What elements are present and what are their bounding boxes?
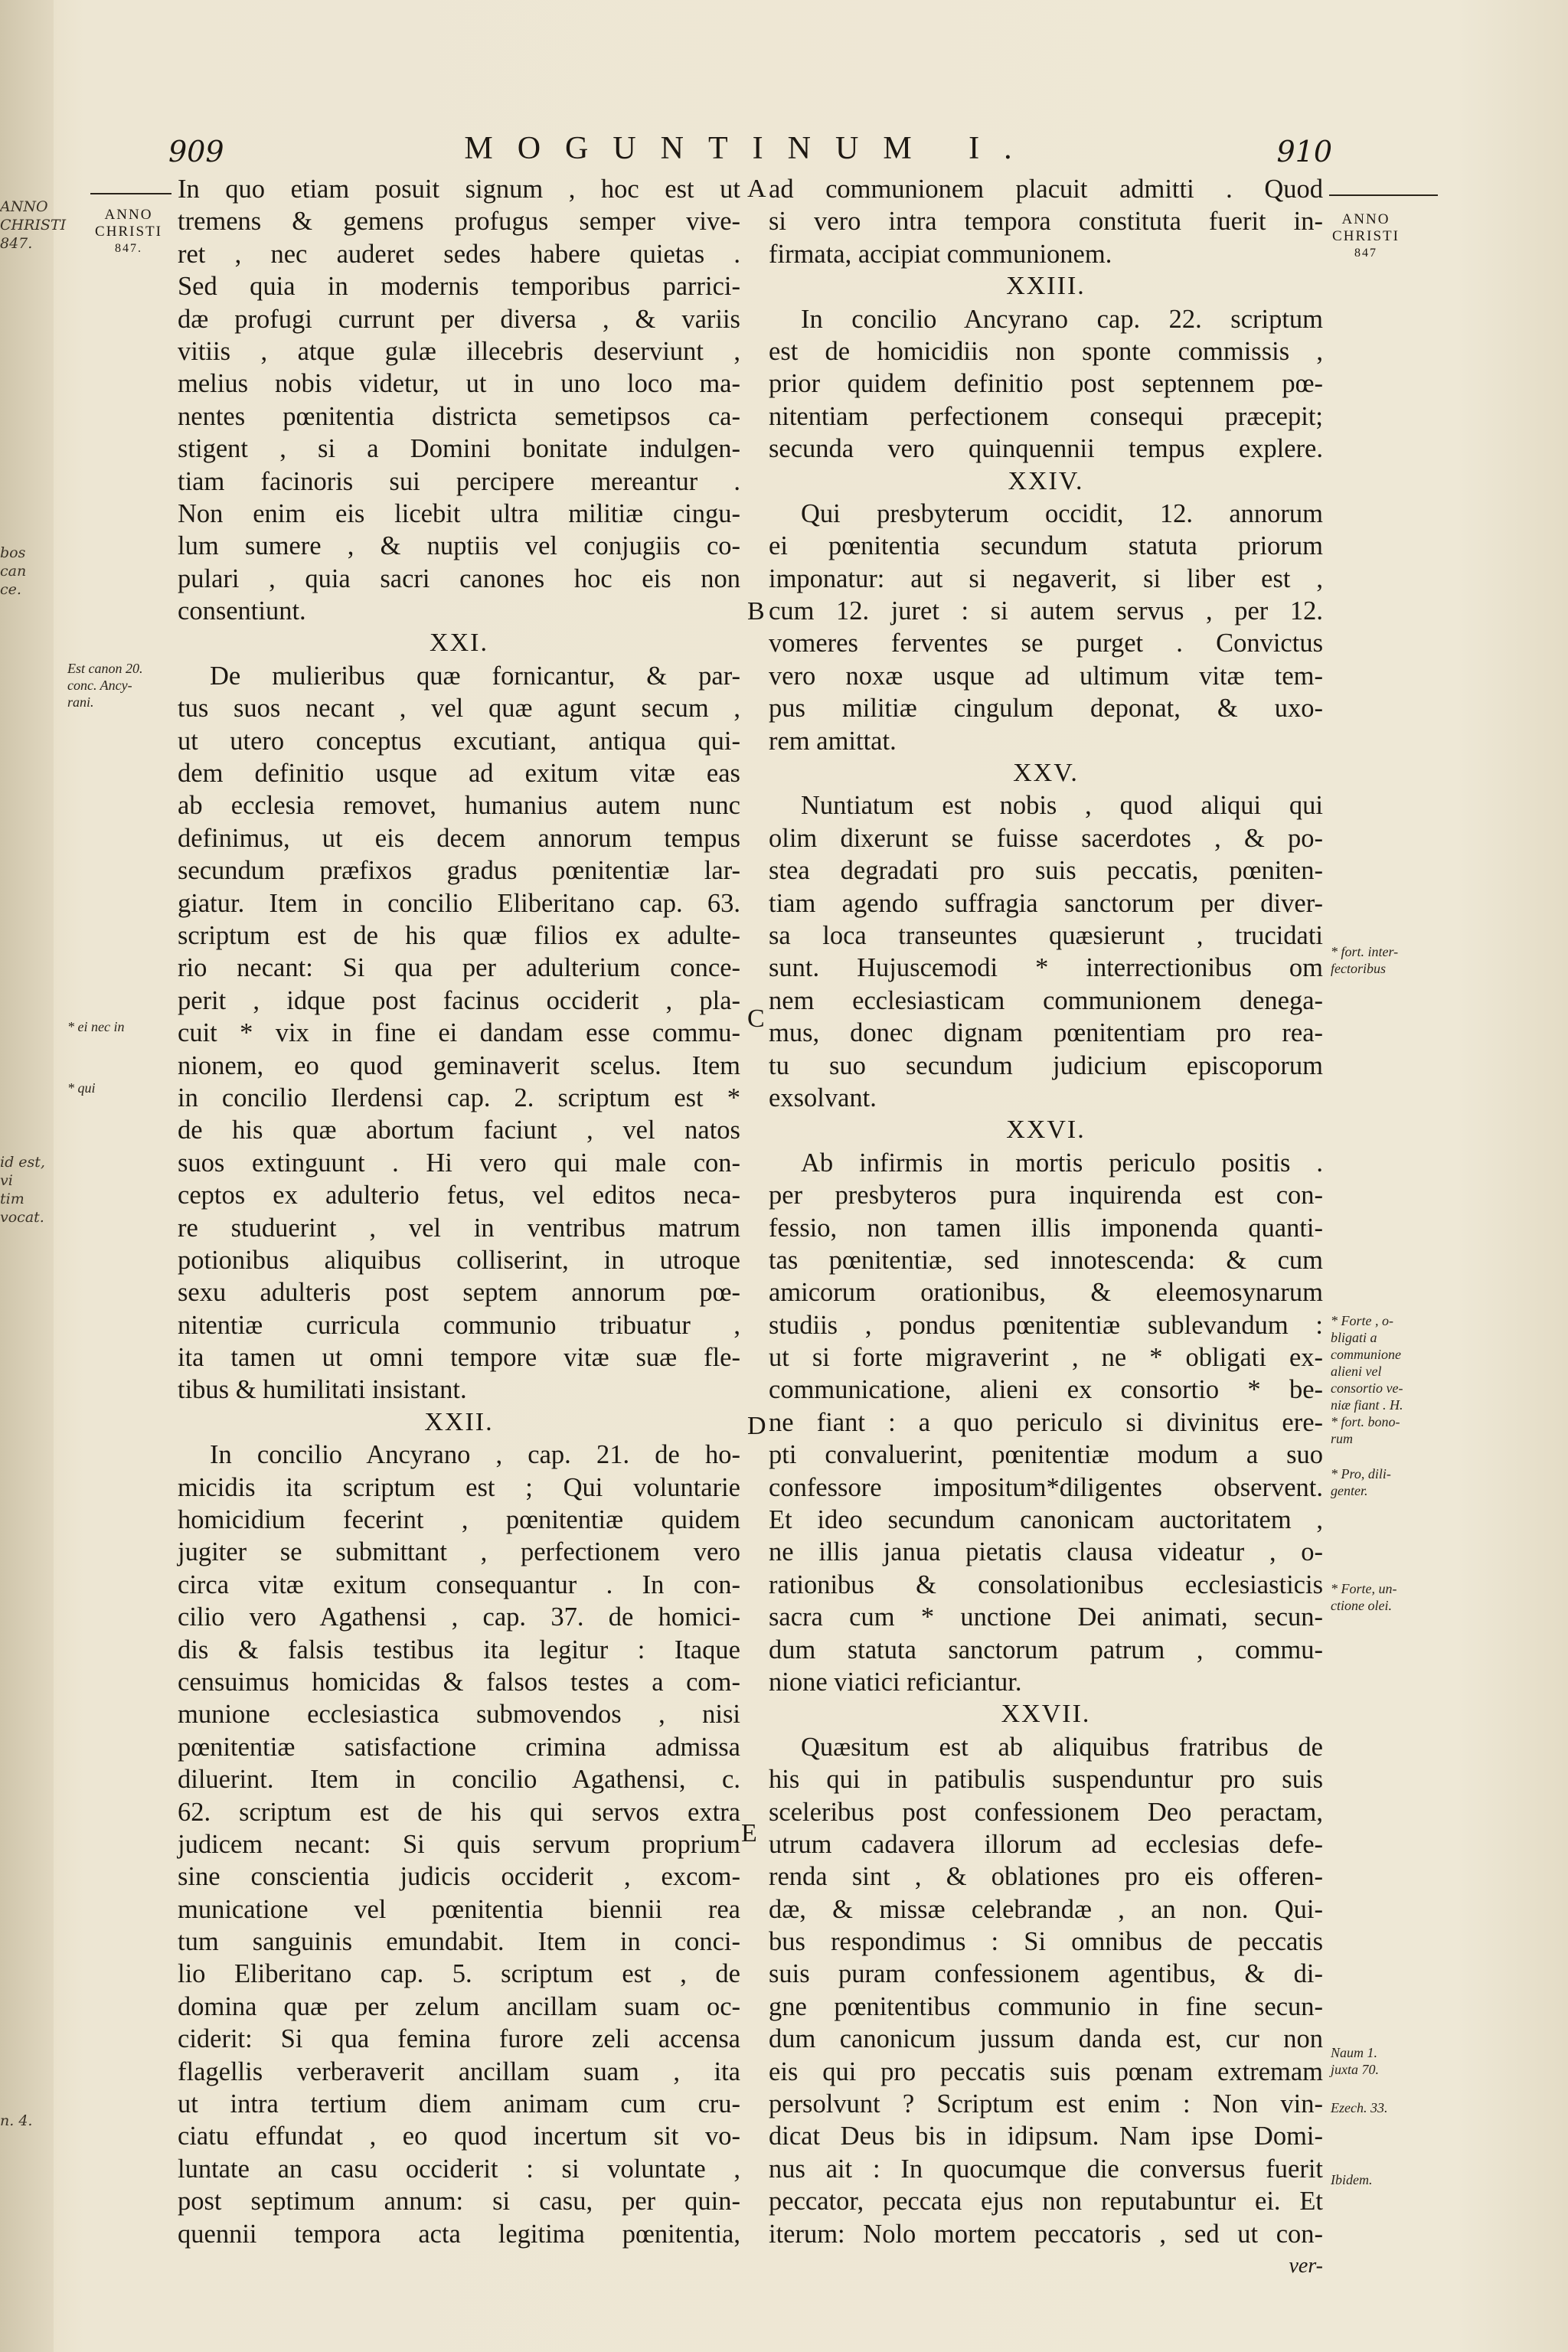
text-line: vomeres ferventes se purget . Convictus [769,629,1323,658]
text-line: rem amittat. [769,726,897,756]
text-line: nitentiæ curricula communio tribuatur , [178,1310,740,1340]
marginal-note-line: rani. [67,694,94,710]
text-line: scriptum est de his quæ filios ex adulte- [178,920,740,950]
page-number-right: 910 [1276,135,1332,168]
marginal-note-line: * fort. inter- [1331,944,1399,959]
text-line: sa loca transeuntes quæsierunt , trucidati [769,920,1323,950]
text-line: imponatur: aut si negaverit, si liber est , [769,564,1323,593]
text-line: Et ideo secundum canonicam auctoritatem , [769,1505,1323,1535]
christi-label: CHRISTI [95,224,162,240]
text-line: dicat Deus bis in idipsum. Nam ipse Domi- [769,2122,1323,2151]
anno-label: ANNO [1341,211,1390,227]
text-line: ita tamen ut omni tempore vitæ suæ fle- [178,1343,740,1373]
marginal-note-line: Ezech. 33. [1331,2100,1388,2115]
text-line: mus, donec dignam pœnitentiam pro rea- [769,1018,1323,1048]
text-line: secundum præfixos gradus pœnitentiæ lar- [178,856,740,886]
text-line: suos extinguunt . Hi vero qui male con- [178,1148,740,1178]
text-line: In concilio Ancyrano cap. 22. scriptum [801,304,1323,334]
year-label: 847. [115,242,142,255]
text-line: pœnitentiæ satisfactione crimina admissa [178,1732,740,1762]
text-line: melius nobis videtur, ut in uno loco ma- [178,369,740,399]
text-line: Non enim eis licebit ultra militiæ cingu- [178,498,740,528]
text-line: ceptos ex adulterio fetus, vel editos neca- [178,1181,740,1210]
text-line: 62. scriptum est de his qui servos extra [178,1797,740,1827]
text-line: nem ecclesiasticam communionem denega- [769,985,1323,1015]
text-line: exsolvant. [769,1083,877,1112]
text-line: amicorum orationibus, & eleemosynarum [769,1278,1323,1308]
text-line: dæ profugi currunt per diversa , & variis [178,304,740,334]
text-line: nus ait : In quocumque die conversus fuerit [769,2154,1323,2184]
text-line: in concilio Ilerdensi cap. 2. scriptum est * [178,1083,740,1112]
text-line: Qui presbyterum occidit, 12. annorum [801,498,1323,528]
marginal-note [1331,2044,1453,2078]
text-line: stigent , si a Domini bonitate indulgen- [178,434,740,464]
marginal-note-line: * qui [67,1080,96,1096]
text-line: In quo etiam posuit signum , hoc est ut [178,175,740,204]
text-line: sunt. Hujuscemodi * interrectionibus om [769,953,1323,983]
section-heading: XXI. [430,629,488,658]
marginal-note-line: juxta 70. [1331,2062,1379,2077]
previous-page-note [0,1153,52,1227]
text-line: rationibus & consolationibus ecclesiasticis [769,1570,1323,1599]
text-line: ret , nec auderet sedes habere quietas . [178,239,740,269]
text-line: ut intra tertium diem animam cum cru- [178,2089,740,2119]
section-heading: XXV. [1013,759,1079,788]
text-line: ver- [1289,2254,1323,2278]
margin-letter-a: A [747,175,766,203]
text-line: suis puram confessionem agentibus, & di- [769,1959,1323,1989]
text-line: confessore impositum*diligentes observent. [769,1472,1323,1502]
text-line: cuit * vix in fine ei dandam esse commu- [178,1018,740,1048]
margin-letter-c: C [747,1004,765,1033]
text-line: perit , idque post facinus occiderit , pla- [178,985,740,1015]
text-line: Quæsitum est ab aliquibus fratribus de [801,1732,1323,1762]
margin-letter-e: E [741,1819,757,1847]
section-heading: XXIV. [1008,466,1084,495]
marginal-note-line: niæ fiant . H. [1331,1397,1403,1413]
page-number-left: 909 [168,135,224,168]
marginal-note [1331,1312,1453,1413]
marginal-note-line: communione [1331,1347,1401,1362]
text-line: persolvunt ? Scriptum est enim : Non vin- [769,2089,1323,2119]
text-line: homicidium fecerint , pœnitentiæ quidem [178,1505,740,1535]
christi-label: CHRISTI [1332,228,1400,244]
marginal-note [1331,1413,1453,1447]
text-line: lio Eliberitano cap. 5. scriptum est , de [178,1959,740,1989]
text-line: ut si forte migraverint , ne * obligati ex- [769,1343,1323,1373]
text-line: his qui in patibulis suspenduntur pro suis [769,1765,1323,1795]
text-line: firmata, accipiat communionem. [769,239,1112,269]
previous-page-note [0,2112,52,2130]
marginal-note [1331,1465,1453,1499]
text-line: sceleribus post confessionem Deo peractam, [769,1797,1323,1827]
text-line: dum canonicum jussum danda est, cur non [769,2024,1323,2054]
text-line: tremens & gemens profugus semper vive- [178,207,740,237]
previous-page-note-line: tim vocat. [0,1191,44,1226]
margin-rule-left [90,193,172,194]
text-line: nentes pœnitentia districta semetipsos ca- [178,401,740,431]
text-line: olim dixerunt se fuisse sacerdotes , & po- [769,823,1323,853]
text-line: cum 12. juret : si autem servus , per 12. [769,596,1323,626]
marginal-note-line: bligati a [1331,1330,1377,1345]
text-line: tu suo secundum judicium episcoporum [769,1050,1323,1080]
text-line: potionibus aliquibus colliserint, in utroque [178,1245,740,1275]
text-line: circa vitæ exitum consequantur . In con- [178,1570,740,1599]
text-line: sexu adulteris post septem annorum pœ- [178,1278,740,1308]
text-line: eis qui pro peccatis suis pœnam extremam [769,2056,1323,2086]
previous-page-note-line: bos can [0,544,27,580]
text-line: ut utero conceptus excutiant, antiqua qui- [178,726,740,756]
text-line: vitiis , atque gulæ illecebris deserviunt , [178,336,740,366]
text-line: studiis , pondus pœnitentiæ sublevandum : [769,1310,1323,1340]
text-line: dem definitio usque ad exitum vitæ eas [178,759,740,789]
anno-christi-right [1320,211,1412,262]
marginal-note-line: genter. [1331,1483,1368,1498]
text-line: munione ecclesiastica submovendos , nisi [178,1700,740,1730]
text-line: ciatu effundat , eo quod incertum sit vo- [178,2122,740,2151]
text-line: sine conscientia judicis occiderit , excom- [178,1862,740,1892]
text-line: gne pœnitentibus communio in fine secun- [769,1991,1323,2021]
marginal-note-line: Naum 1. [1331,2045,1378,2060]
marginal-note-line: * fort. bono- [1331,1414,1400,1429]
text-line: Sed quia in modernis temporibus parrici- [178,272,740,302]
text-line: dum statuta sanctorum patrum , commu- [769,1635,1323,1664]
previous-page-note-line: ANNO [0,198,48,215]
marginal-note-line: consortio ve- [1331,1380,1403,1396]
text-column-right [769,173,1323,2282]
text-line: consentiunt. [178,596,306,626]
text-line: prior quidem definitio post septennem pœ- [769,369,1323,399]
margin-letter-b: B [747,597,765,626]
text-line: nione viatici reficiantur. [769,1667,1022,1697]
text-line: re studuerint , vel in ventribus matrum [178,1213,740,1243]
text-line: tibus & humilitati insistant. [178,1375,467,1405]
section-heading: XXII. [424,1407,494,1436]
text-line: ab ecclesia removet, humanius autem nunc [178,791,740,821]
text-line: ei pœnitentia secundum statuta priorum [769,531,1323,561]
text-line: tiam facinoris sui percipere mereantur . [178,466,740,496]
text-line: tus suos necant , vel quæ agunt secum , [178,694,740,724]
marginal-note [1331,2171,1453,2188]
text-line: de his quæ abortum faciunt , vel natos [178,1116,740,1145]
text-line: peccator, peccata ejus non reputabuntur ei. Et [769,2187,1323,2216]
text-line: nionem, eo quod geminaverit scelus. Item [178,1050,740,1080]
previous-page-note-line: 847. [0,235,33,252]
text-line: flagellis verberaverit ancillam suam , ita [178,2056,740,2086]
section-heading: XXVII. [1001,1700,1091,1729]
year-label: 847 [1354,247,1377,260]
marginal-note [67,660,175,710]
text-line: pus militiæ cingulum deponat, & uxo- [769,694,1323,724]
text-line: ne fiant : a quo periculo si divinitus ere- [769,1407,1323,1437]
text-line: per presbyteros pura inquirenda est con- [769,1181,1323,1210]
marginal-note-line: rum [1331,1431,1354,1446]
anno-christi-left [83,207,175,257]
text-line: definimus, ut eis decem annorum tempus [178,823,740,853]
text-line: secunda vero quinquennii tempus explere. [769,434,1323,464]
marginal-note-line: * ei nec in [67,1019,125,1034]
text-line: tum sanguinis emundabit. Item in conci- [178,1927,740,1957]
text-line: sacra cum * unctione Dei animati, secun- [769,1602,1323,1632]
marginal-note-line: fectoribus [1331,961,1386,976]
text-line: dæ, & missæ celebrandæ , an non. Qui- [769,1894,1323,1924]
text-line: lum sumere , & nuptiis vel conjugiis co- [178,531,740,561]
text-line: municatione vel pœnitentia biennii rea [178,1894,740,1924]
previous-page-note [0,198,67,253]
text-line: In concilio Ancyrano , cap. 21. de ho- [210,1440,740,1470]
running-title: MOGUNTINUM I. [464,131,1037,166]
marginal-note-line: * Forte, un- [1331,1581,1397,1596]
marginal-note [67,1018,175,1035]
text-line: pti convaluerint, pœnitentiæ modum a suo [769,1440,1323,1470]
marginal-note-line: Est canon 20. [67,661,143,676]
marginal-note [1331,1580,1453,1614]
text-line: fessio, non tamen illis imponenda quanti- [769,1213,1323,1243]
marginal-note-line: conc. Ancy- [67,678,132,693]
text-line: rio necant: Si qua per adulterium conce- [178,953,740,983]
text-line: renda sint , & oblationes pro eis offeren- [769,1862,1323,1892]
text-line: tas pœnitentiæ, sed innotescenda: & cum [769,1245,1323,1275]
text-line: bus respondimus : Si omnibus de peccatis [769,1927,1323,1957]
previous-page-note-line: n. 4. [0,2112,33,2129]
text-line: stea degradati pro suis peccatis, pœniten- [769,856,1323,886]
text-line: ad communionem placuit admitti . Quod [769,175,1323,204]
text-line: dis & falsis testibus ita legitur : Itaque [178,1635,740,1664]
text-line: giatur. Item in concilio Eliberitano cap. 63. [178,888,740,918]
text-line: iterum: Nolo mortem peccatoris , sed ut con- [769,2219,1323,2249]
text-line: micidis ita scriptum est ; Qui voluntarie [178,1472,740,1502]
text-column-left [178,173,740,2250]
marginal-note-line: alieni vel [1331,1364,1382,1379]
text-line: nitentiam perfectionem consequi præcepit; [769,401,1323,431]
text-line: communicatione, alieni ex consortio * be- [769,1375,1323,1405]
text-line: pulari , quia sacri canones hoc eis non [178,564,740,593]
marginal-note [1331,943,1453,977]
previous-page-note [0,544,52,599]
section-heading: XXIII. [1006,272,1086,301]
text-line: tiam agendo suffragia sanctorum per diver- [769,888,1323,918]
marginal-note-line: * Forte , o- [1331,1313,1393,1328]
text-line: ciderit: Si qua femina furore zeli accensa [178,2024,740,2054]
text-line: judicem necant: Si quis servum proprium [178,1829,740,1859]
marginal-note-line: Ibidem. [1331,2172,1373,2187]
text-line: quennii tempora acta legitima pœnitentia, [178,2219,740,2249]
text-line: post septimum annum: si casu, per quin- [178,2187,740,2216]
text-line: ne illis janua pietatis clausa videatur , o- [769,1537,1323,1567]
text-line: vero noxæ usque ad ultimum vitæ tem- [769,661,1323,691]
text-line: censuimus homicidas & falsos testes a com- [178,1667,740,1697]
marginal-note [1331,2099,1453,2116]
marginal-note [67,1080,175,1096]
text-line: jugiter se submittant , perfectionem vero [178,1537,740,1567]
previous-page-note-line: ce. [0,581,21,598]
text-line: luntate an casu occiderit : si voluntate , [178,2154,740,2184]
previous-page-note-line: id est, vi [0,1154,45,1189]
text-line: utrum cadavera illorum ad ecclesias defe- [769,1829,1323,1859]
text-line: Ab infirmis in mortis periculo positis . [801,1148,1323,1178]
marginal-note-line: * Pro, dili- [1331,1466,1391,1481]
section-heading: XXVI. [1006,1116,1086,1145]
text-line: domina quæ per zelum ancillam suam oc- [178,1991,740,2021]
margin-rule-right [1329,194,1438,196]
previous-page-note-line: CHRISTI [0,217,67,234]
marginal-note-line: ctione olei. [1331,1598,1392,1613]
text-line: De mulieribus quæ fornicantur, & par- [210,661,740,691]
text-line: Nuntiatum est nobis , quod aliqui qui [801,791,1323,821]
text-line: cilio vero Agathensi , cap. 37. de homici- [178,1602,740,1632]
text-line: diluerint. Item in concilio Agathensi, c. [178,1765,740,1795]
anno-label: ANNO [104,207,153,223]
text-line: est de homicidiis non sponte commissis , [769,336,1323,366]
margin-letter-d: D [747,1412,766,1440]
text-line: si vero intra tempora constituta fuerit in- [769,207,1323,237]
